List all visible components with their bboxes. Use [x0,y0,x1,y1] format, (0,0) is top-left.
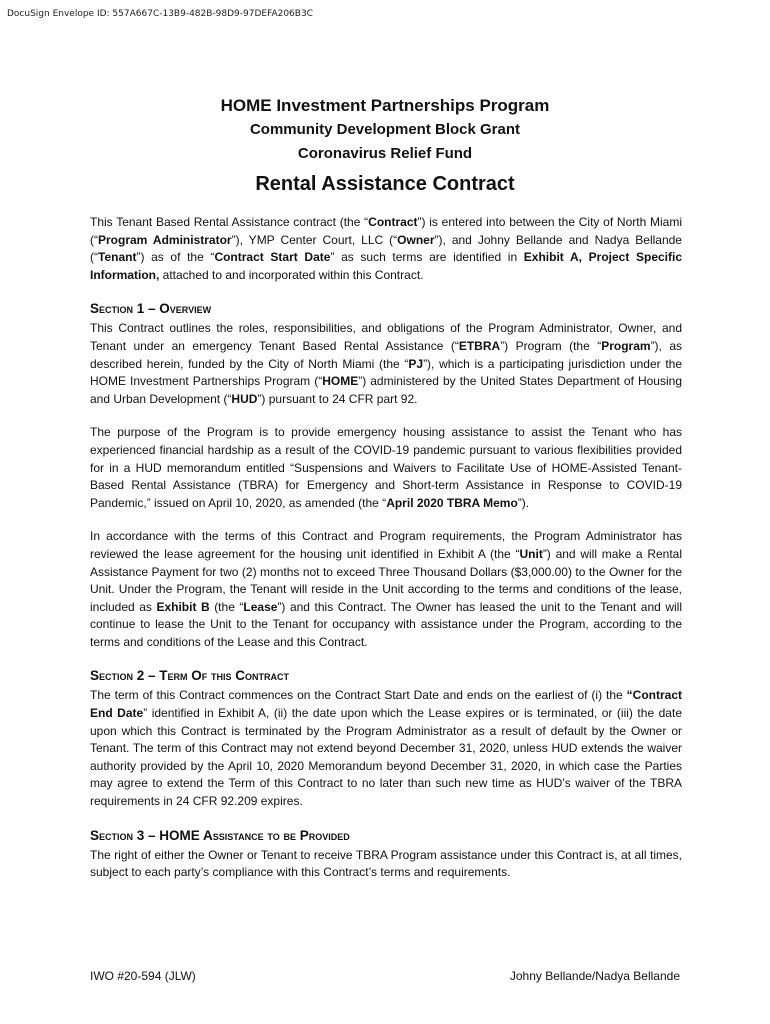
section-1-paragraph-3: In accordance with the terms of this Contract and Program requirements, the Program Administrator has reviewed the lease agreement for the housing unit identified in Exhibit A (the “Unit”) and will make a Rental Assistance Payment for two (2) months not to exceed Three Thousand Dollars ($3,000.00) to the Owner for the Unit. Under the Program, the Tenant will reside in the Unit according to the terms and conditions of the lease, included as Exhibit B (the “Lease”) and this Contract. The Owner has leased the unit to the Tenant and will continue to lease the Unit to the Tenant for occupancy with assistance under the Program, according to the terms and conditions of the Lease and this Contract. [90,529,683,649]
section-1-paragraph-2: The purpose of the Program is to provide emergency housing assistance to assist the Tenant who has experienced financial hardship as a result of the COVID-19 pandemic pursuant to various flexibilities provided for in a HUD memorandum entitled “Suspensions and Waivers to Facilitate Use of HOME-Assisted Tenant-Based Rental Assistance (TBRA) for Emergency and Short-term Assistance in Response to COVID-19 Pandemic,” issued on April 10, 2020, as amended (the “April 2020 TBRA Memo”). [90,425,682,510]
defined-term: Exhibit A, Project Specific Information, [90,250,683,282]
contract-title: Rental Assistance Contract [255,173,515,195]
defined-term: Unit [519,546,543,561]
fund-title: Coronavirus Relief Fund [297,145,473,162]
intro-paragraph: This Tenant Based Rental Assistance contract (the “Contract”) is entered into between the City of North Miami (“Program Administrator”), YMP Center Court, LLC (“Owner”), and Johny Bellande and Nadya Bellande (“Tenant”) as of the “Contract Start Date” as such terms are identified in Exhibit A, Project Specific Information, attached to and incorporated within this Contract. [90,215,683,282]
defined-term: “Contract End Date [90,688,682,721]
section-3-paragraph-1: The right of either the Owner or Tenant to receive TBRA Program assistance under this Contract is, at all times, subject to each party’s compliance with this Contract’s terms and requirements. [90,847,682,880]
footer-party-names: Johny Bellande/Nadya Bellande [509,969,680,983]
document-body [90,214,682,898]
defined-term: HUD [231,391,258,406]
section-1-paragraph-1: This Contract outlines the roles, responsibilities, and obligations of the Program Administrator, Owner, and Tenant under an emergency Tenant Based Rental Assistance (“ETBRA”) Program (the “Program”), as described herein, funded by the City of North Miami (the “PJ”), which is a participating jurisdiction under the HOME Investment Partnerships Program (“HOME”) administered by the United States Department of Housing and Urban Development (“HUD”) pursuant to 24 CFR part 92. [90,321,683,406]
footer-reference: IWO #20-594 (JLW) [90,969,196,983]
grant-title: Community Development Block Grant [249,121,521,138]
defined-term: Exhibit B [156,599,210,614]
defined-term: PJ [408,356,424,371]
section-3-heading: Section 3 – HOME Assistance to be Provided [90,827,350,843]
section-1-heading: Section 1 – Overview [90,301,212,317]
section-2-paragraph-1: The term of this Contract commences on the Contract Start Date and ends on the earliest of (i) the “Contract End Date” identified in Exhibit A, (ii) the date upon which the Lease expires or is terminated, or (iii) the date upon which this Contract is terminated by the Program Administrator as a result of default by the Owner or Tenant. The term of this Contract may not extend beyond December 31, 2020, unless HUD extends the waiver authority provided by the April 10, 2020 Memorandum beyond December 31, 2020, in which case the Parties may agree to extend the Term of this Contract to no later than such new time as HUD’s waiver of the TBRA requirements in 24 CFR 92.209 expires. [90,688,682,809]
defined-term: Program [601,338,651,353]
defined-term: Owner [397,232,435,247]
document-header [0,94,770,199]
defined-term: HOME [322,374,359,389]
defined-term: Lease [243,599,278,614]
defined-term: Program Administrator [98,232,232,247]
defined-term: Tenant [98,250,137,265]
defined-term: April 2020 TBRA Memo [386,495,518,510]
program-title: HOME Investment Partnerships Program [220,96,550,115]
docusign-envelope-id: DocuSign Envelope ID: 557A667C-13B9-482B-98D9-97DEFA206B3C [7,9,313,19]
defined-term: Contract [368,215,418,229]
section-2-heading: Section 2 – Term Of this Contract [90,668,290,684]
defined-term: Contract Start Date [214,250,331,265]
defined-term: ETBRA [458,338,501,353]
